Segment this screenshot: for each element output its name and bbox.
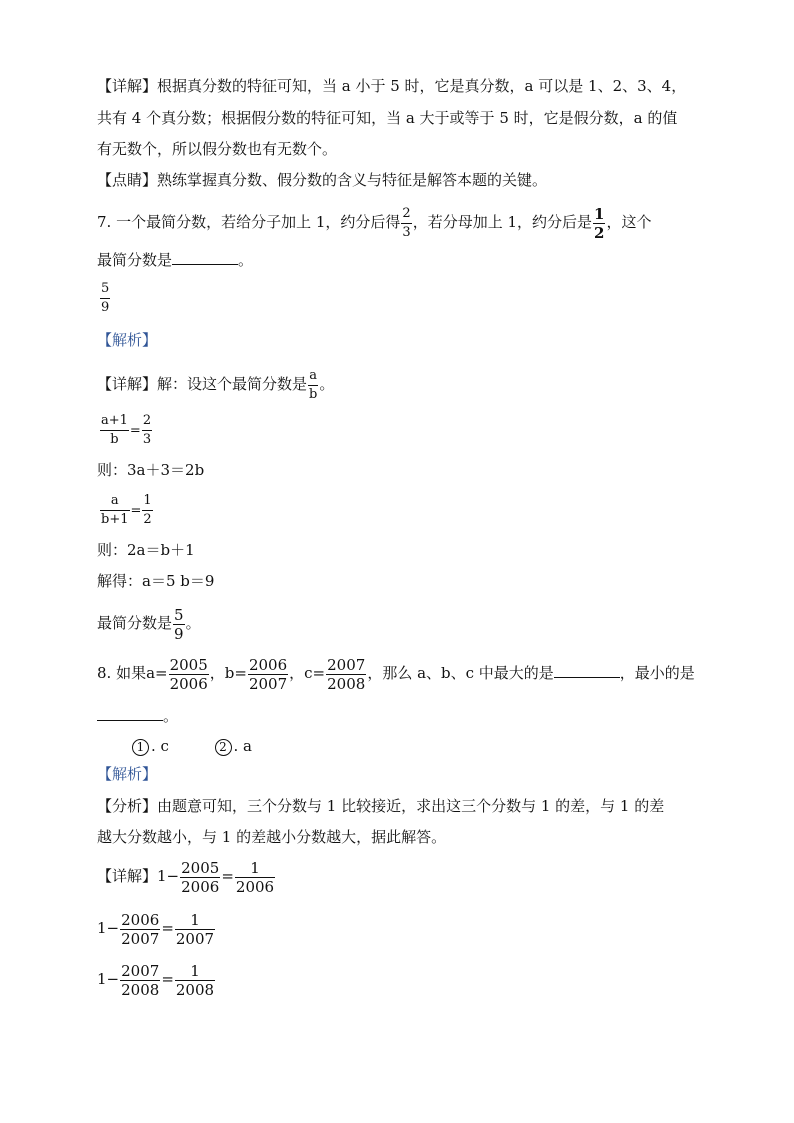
answer-blank bbox=[97, 720, 163, 721]
q8-answers: 1 . c 2 . a bbox=[132, 736, 252, 756]
q8-analysis-line-1: 【分析】由题意可知，三个分数与 1 比较接近，求出这三个分数与 1 的差，与 1 的差 bbox=[97, 797, 665, 815]
q7-final: 最简分数是 $\frac{5}{9}$ 。 bbox=[97, 605, 201, 643]
fraction: $\frac{1}{2006}$ bbox=[235, 858, 275, 896]
fraction: $\frac{2}{3}$ bbox=[402, 205, 411, 240]
q8-analysis-label: 【解析】 bbox=[97, 765, 158, 783]
q7-equation-1: $\frac{a+1}{b}$ = $\frac{2}{3}$ bbox=[101, 413, 152, 447]
fraction: $\frac{5}{9}$ bbox=[174, 605, 184, 643]
fraction: $\frac{5}{9}$ bbox=[101, 281, 110, 315]
q8-analysis-line-2: 越大分数越小，与 1 的差越小分数越大，据此解答。 bbox=[97, 828, 447, 846]
fraction: $\frac{2007}{2008}$ bbox=[327, 655, 366, 693]
fraction: $\frac{1}{2}$ bbox=[594, 204, 605, 242]
q8-detail-calc-1: 【详解】1− $\frac{2005}{2006}$ = $\frac{1}{2006}$ bbox=[97, 858, 275, 896]
fraction: $\frac{2006}{2007}$ bbox=[248, 655, 288, 693]
fraction: $\frac{2007}{2008}$ bbox=[121, 961, 160, 999]
fraction: $\frac{2005}{2006}$ bbox=[169, 655, 208, 693]
detail-line-1: 【详解】根据真分数的特征可知，当 a 小于 5 时，它是真分数，a 可以是 1、2、3、4， bbox=[97, 77, 687, 95]
q8-detail-calc-2: 1− $\frac{2006}{2007}$ = $\frac{1}{2007}$ bbox=[97, 910, 215, 948]
fraction: $\frac{a+1}{b}$ bbox=[101, 413, 128, 447]
q8-question-line-1: 8. 如果a= $\frac{2005}{2006}$ ，b= $\frac{2006}{2007}$ ，c= $\frac{2007}{2008}$ ，那么 a、b、c 中最大的是 ，最小的是 bbox=[97, 655, 695, 693]
answer-blank bbox=[172, 264, 238, 265]
q8-question-line-2: 。 bbox=[97, 706, 178, 726]
q7-solve: 解得：a＝5 b＝9 bbox=[97, 572, 215, 590]
q7-then-2: 则：2a＝b＋1 bbox=[97, 541, 195, 559]
fraction: $\frac{1}{2}$ bbox=[143, 493, 152, 527]
fraction: $\frac{2005}{2006}$ bbox=[181, 858, 220, 896]
q7-question-line-1: 7. 一个最简分数，若给分子加上 1，约分后得 $\frac{2}{3}$ ，若分母加上 1，约分后是 $\frac{1}{2}$ ，这个 bbox=[97, 204, 652, 242]
fraction: $\frac{2}{3}$ bbox=[142, 413, 152, 447]
q7-analysis-label: 【解析】 bbox=[97, 331, 158, 349]
fraction: $\frac{1}{2008}$ bbox=[175, 961, 215, 999]
detail-line-3: 有无数个，所以假分数也有无数个。 bbox=[97, 140, 338, 158]
fraction: $\frac{1}{2007}$ bbox=[175, 910, 215, 948]
fraction: $\frac{a}{b+1}$ bbox=[101, 493, 129, 527]
fraction: $\frac{a}{b}$ bbox=[309, 367, 318, 402]
key-point-line: 【点睛】熟练掌握真分数、假分数的含义与特征是解答本题的关键。 bbox=[97, 171, 548, 189]
circled-number: 2 bbox=[215, 739, 232, 756]
circled-number: 1 bbox=[132, 739, 149, 756]
q8-detail-calc-3: 1− $\frac{2007}{2008}$ = $\frac{1}{2008}$ bbox=[97, 961, 215, 999]
detail-line-2: 共有 4 个真分数；根据假分数的特征可知，当 a 大于或等于 5 时，它是假分数，a 的值 bbox=[97, 109, 678, 127]
answer-blank bbox=[554, 677, 620, 678]
fraction: $\frac{2006}{2007}$ bbox=[121, 910, 160, 948]
q7-then-1: 则：3a＋3＝2b bbox=[97, 461, 205, 479]
q7-answer bbox=[99, 280, 111, 317]
q7-equation-2: $\frac{a}{b+1}$ = $\frac{1}{2}$ bbox=[101, 493, 152, 527]
q7-question-line-2: 最简分数是 。 bbox=[97, 251, 254, 269]
q7-detail-line: 【详解】解：设这个最简分数是 $\frac{a}{b}$ 。 bbox=[97, 367, 335, 402]
